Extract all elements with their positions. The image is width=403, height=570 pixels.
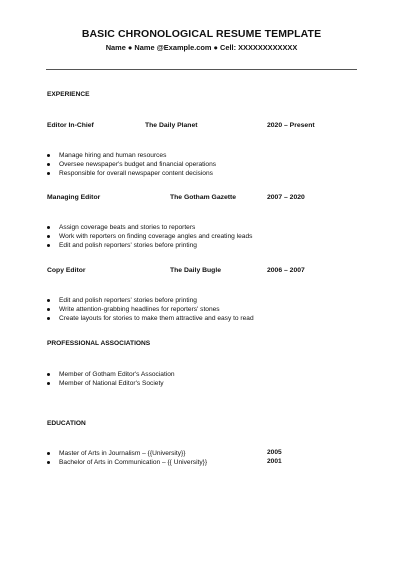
- job-company: The Daily Planet: [145, 122, 198, 129]
- job-duties-list: [47, 223, 252, 251]
- duty-text: Manage hiring and human resources: [59, 152, 167, 159]
- associations-list: [47, 370, 175, 388]
- job-company: The Gotham Gazette: [170, 194, 237, 201]
- degree-text: Bachelor of Arts in Communication – {{ University}}: [59, 459, 208, 467]
- list-item: [47, 232, 252, 241]
- bullet-icon: [47, 226, 50, 229]
- list-item: [47, 151, 216, 160]
- bullet-icon: [47, 172, 50, 175]
- bullet-icon: [47, 299, 50, 302]
- job-company: The Daily Bugle: [170, 267, 221, 274]
- duty-text: Work with reporters on finding coverage angles and creating leads: [59, 233, 253, 241]
- job-dates: 2006 – 2007: [267, 267, 305, 274]
- list-item: [47, 305, 254, 314]
- bullet-icon: [47, 308, 50, 311]
- degree-year: 2001: [267, 458, 282, 465]
- list-item: [47, 223, 252, 232]
- resume-title: BASIC CHRONOLOGICAL RESUME TEMPLATE: [81, 28, 322, 40]
- bullet-icon: [47, 452, 50, 455]
- contact-line: Name ● Name @Example.com ● Cell: XXXXXXXXXXXX: [105, 43, 298, 52]
- education-heading: EDUCATION: [47, 420, 86, 427]
- list-item: [47, 370, 175, 379]
- bullet-icon: [47, 244, 50, 247]
- bullet-icon: [47, 154, 50, 157]
- job-title: Copy Editor: [47, 267, 86, 274]
- degree-year: 2005: [267, 449, 282, 456]
- association-text: Member of Gotham Editor's Association: [59, 371, 175, 378]
- bullet-icon: [47, 317, 50, 320]
- job-title: Managing Editor: [47, 194, 101, 201]
- association-text: Member of National Editor's Society: [59, 380, 164, 388]
- bullet-icon: [47, 373, 50, 376]
- list-item: [47, 160, 216, 169]
- bullet-icon: [47, 461, 50, 464]
- duty-text: Create layouts for stories to make them attractive and easy to read: [59, 315, 254, 323]
- list-item: [47, 314, 254, 323]
- job-duties-list: [47, 296, 254, 324]
- bullet-icon: [47, 163, 50, 166]
- list-item: [47, 379, 175, 388]
- duty-text: Edit and polish reporters' stories before printing: [59, 242, 197, 250]
- job-dates: 2007 – 2020: [267, 194, 305, 201]
- bullet-icon: [47, 382, 50, 385]
- degree-text: Master of Arts in Journalism – {{University}}: [59, 450, 186, 457]
- list-item: [47, 296, 254, 305]
- bullet-icon: [47, 235, 50, 238]
- list-item: [47, 169, 216, 178]
- associations-heading: PROFESSIONAL ASSOCIATIONS: [47, 340, 151, 347]
- duty-text: Responsible for overall newspaper content decisions: [59, 170, 213, 178]
- duty-text: Write attention-grabbing headlines for reporters' stones: [59, 306, 220, 314]
- job-duties-list: [47, 151, 216, 179]
- duty-text: Oversee newspaper's budget and financial operations: [59, 161, 217, 169]
- list-item: [47, 449, 207, 458]
- header-divider: [46, 69, 357, 70]
- job-dates: 2020 – Present: [267, 122, 315, 129]
- duty-text: Edit and polish reporters' stories before printing: [59, 297, 197, 304]
- education-list: [47, 449, 207, 467]
- job-title: Editor In-Chief: [47, 122, 94, 129]
- experience-heading: EXPERIENCE: [47, 91, 90, 98]
- duty-text: Assign coverage beats and stories to reporters: [59, 224, 196, 231]
- list-item: [47, 458, 207, 467]
- list-item: [47, 241, 252, 250]
